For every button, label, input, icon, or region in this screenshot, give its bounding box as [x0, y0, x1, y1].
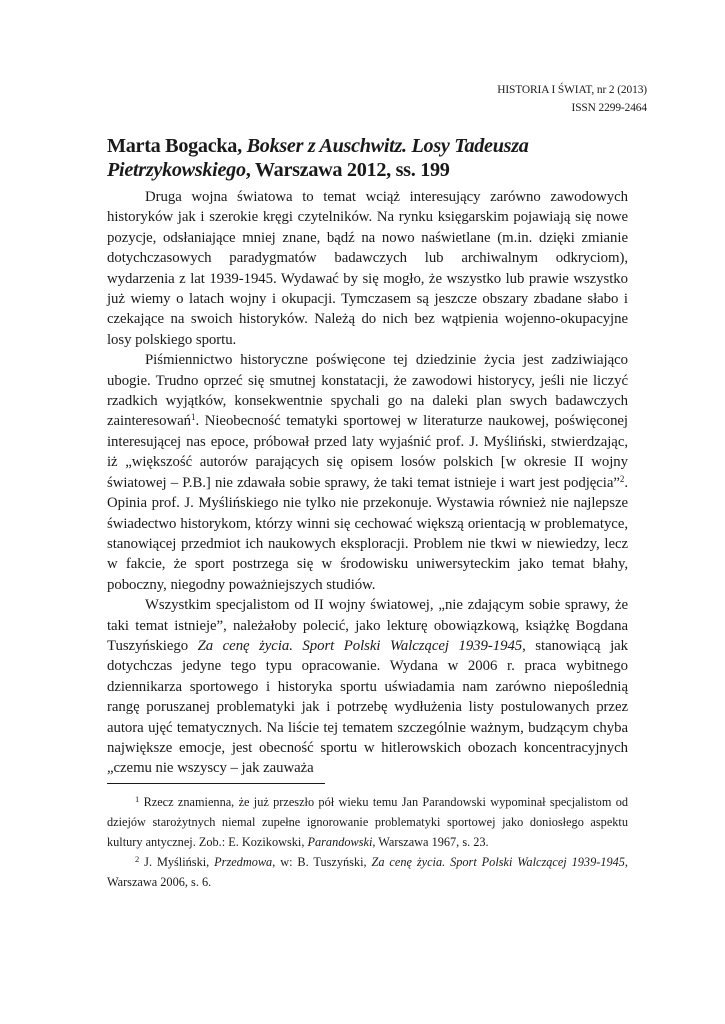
paragraph-3-text-a: Wszystkim specjalistom od II wojny światowej, „nie zdającym sobie sprawy, że taki temat istnieje”, należałoby polecić, jako lekturę obowiązkową, książkę Bogdana Tuszyńskiego [107, 597, 628, 654]
footnote-ref-2[interactable]: 2 [619, 473, 625, 484]
cited-book-title: Za cenę życia. Sport Polski Walczącej 1939-1945 [197, 637, 523, 654]
review-author: Marta Bogacka, [107, 135, 242, 157]
publication-info: , Warszawa 2012, ss. 199 [245, 159, 450, 181]
footnote-2-mark: 2 [135, 854, 140, 864]
footnote-1 [107, 792, 628, 852]
paragraph-2-text-a: Piśmiennictwo historyczne poświęcone tej dziedzinie życia jest zadziwiająco ubogie. Trudno oprzeć się smutnej konstatacji, że zawodowi historycy, jeśli nie liczyć rzadkich wyjątków, konsekwentnie spychali go na daleki plan swych badawczych zainteresowań [107, 352, 628, 430]
footnote-1-title: Parandowski [307, 835, 373, 849]
paragraph-3-text-b: , stanowiącą jak dotychczas jedyne tego typu opracowanie. Wydana w 2006 r. praca wybitnego dziennikarza sportowego i historyka sportu uświadamia nam zarówno niepoślednią rangę poruszanej problematyki jak i potrzebę wydłużenia listy postulowanych przez autora ujęć tematycznych. Na liście tej tematem szczególnie ważnym, budzącym chyba największe emocje, jest obecność sportu w hitlerowskich obozach koncentracyjnych „czemu nie wszyscy – jak zauważa [107, 637, 628, 777]
journal-header [347, 81, 647, 117]
footnote-ref-1[interactable]: 1 [190, 412, 196, 423]
footnote-2-text-a: J. Myśliński, [139, 855, 215, 869]
footnote-2-text-c: , Warszawa 2006, s. 6. [107, 855, 628, 889]
footnote-2-text-b: , w: B. Tuszyński, [272, 855, 372, 869]
review-body [107, 187, 628, 779]
paragraph-2 [107, 350, 628, 595]
footnote-2 [107, 852, 628, 892]
journal-issn: ISSN 2299-2464 [571, 102, 647, 114]
paragraph-3 [107, 595, 628, 779]
review-title [107, 134, 627, 182]
footnote-2-title-1: Przedmowa [214, 855, 273, 869]
footnote-2-title-2: Za cenę życia. Sport Polski Walczącej 1939-1945 [371, 855, 625, 869]
footnote-1-text-b: , Warszawa 1967, s. 23. [372, 835, 489, 849]
journal-issue: HISTORIA I ŚWIAT, nr 2 (2013) [497, 84, 647, 96]
footnote-1-mark: 1 [135, 794, 140, 804]
paragraph-2-text-c: . Opinia prof. J. Myślińskiego nie tylko nie przekonuje. Wystawia również nie najlepsze świadectwo historykom, którzy winni się cechować większą orientacją w problematyce, stanowiącej przedmiot ich naukowych eksploracji. Problem nie tkwi w niewiedzy, lecz w fakcie, że sport postrzega się w środowisku uniwersyteckim jako temat błahy, poboczny, niegodny poważniejszych studiów. [107, 474, 628, 593]
footnote-divider [107, 783, 325, 784]
paragraph-1: Druga wojna światowa to temat wciąż interesujący zarówno zawodowych historyków jak i szerokie kręgi czytelników. Na rynku księgarskim pojawiają się nowe pozycje, odsłaniające mniej znane, bądź na nowo naświetlane (m.in. dzięki zmianie dotychczasowych paradygmatów badawczych lub archiwalnym odkryciom), wydarzenia z lat 1939-1945. Wydawać by się mogło, że wszystko lub prawie wszystko już wiemy o latach wojny i okupacji. Tymczasem są jeszcze obszary zbadane słabo i czekające na swoich historyków. Należą do nich bez wątpienia wojenno-okupacyjne losy polskiego sportu. [107, 189, 628, 348]
footnotes [107, 792, 628, 892]
footnote-1-text-a: Rzecz znamienna, że już przeszło pół wieku temu Jan Parandowski wypominał specjalistom od dziejów starożytnych niemal zupełne ignorowanie problematyki sportowej jako doniosłego aspektu kultury antycznej. Zob.: E. Kozikowski, [107, 795, 628, 849]
paragraph-2-text-b: . Nieobecność tematyki sportowej w literaturze naukowej, poświęconej interesującej nas epoce, próbował przed laty wyjaśnić prof. J. Myśliński, stwierdzając, iż „większość autorów parających się opisem losów polskich [w okresie II wojny światowej – P.B.] nie zdawała sobie sprawy, że taki temat istnieje i wart jest podjęcia” [107, 413, 628, 491]
book-title: Bokser z Auschwitz. Losy Tadeusza Pietrzykowskiego [107, 135, 529, 181]
